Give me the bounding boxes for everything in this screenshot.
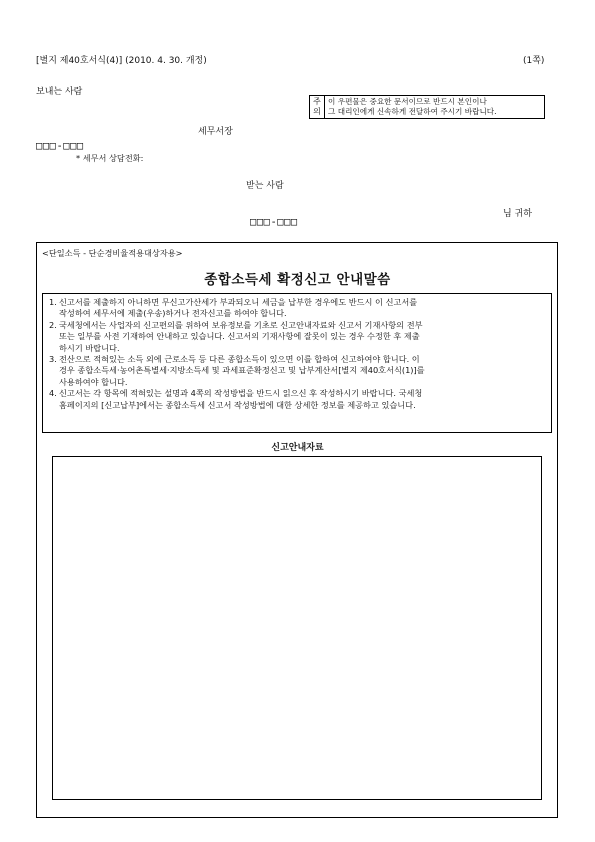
instruction-item	[49, 354, 545, 388]
instruction-line: 하시기 바랍니다.	[59, 342, 120, 353]
instruction-line: 신고서를 제출하지 아니하면 무신고가산세가 부과되오니 세금을 납부한 경우에도 반드시 이 신고서를	[59, 297, 418, 307]
data-section-title: 신고안내자료	[271, 443, 324, 453]
instruction-number: 1.	[49, 297, 57, 307]
instruction-line: 국세청에서는 사업자의 신고편의를 위하여 보유정보를 기초로 신고안내자료와 신고서 기재사항의 전부	[59, 319, 423, 330]
instruction-item	[49, 297, 545, 320]
notice-label	[310, 96, 325, 118]
consultation-phone-label: * 세무서 상담전화:	[76, 153, 144, 163]
instruction-item	[49, 320, 545, 354]
sender-label: 보내는 사람	[36, 87, 83, 97]
instruction-number: 4.	[49, 388, 57, 399]
form-reference: [별지 제40호서식(4)] (2010. 4. 30. 개정)	[36, 56, 207, 66]
instruction-number: 3.	[49, 354, 57, 365]
sender-postal-code: □□□-□□□	[36, 140, 84, 152]
instruction-line: 신고서는 각 항목에 적혀있는 설명과 4쪽의 작성방법을 반드시 읽으신 후 작성하시기 바랍니다. 국세청	[59, 388, 423, 399]
instructions-box	[42, 293, 552, 433]
notice-label-char-2: 의	[313, 107, 321, 116]
tax-office-title: 세무서장	[198, 127, 233, 137]
instruction-line: 사용하여야 합니다.	[59, 376, 128, 387]
notice-box	[309, 95, 545, 119]
document-category: <단일소득 - 단순경비율적용대상자용>	[42, 248, 183, 258]
notice-line-1: 이 우편물은 중요한 문서이므로 반드시 본인이나	[328, 97, 487, 106]
notice-text	[325, 96, 544, 118]
data-section-box	[52, 456, 542, 800]
notice-label-char-1: 주	[313, 97, 321, 106]
page-number: (1쪽)	[523, 56, 545, 66]
instruction-line: 전산으로 적혀있는 소득 외에 근로소득 등 다른 종합소득이 있으면 이를 합하여 신고하여야 합니다. 이	[59, 354, 420, 365]
instruction-item	[49, 388, 545, 411]
document-title: 종합소득세 확정신고 안내말씀	[204, 272, 391, 288]
recipient-honorific: 님 귀하	[503, 209, 532, 219]
recipient-label: 받는 사람	[246, 181, 284, 191]
recipient-postal-code: □□□-□□□	[250, 216, 298, 228]
instruction-line: 경우 종합소득세·농어촌특별세·지방소득세 및 과세표준확정신고 및 납부계산서[별지 제40호서식(1)]를	[59, 365, 425, 376]
instruction-line: 홈페이지의 [신고납부]에서는 종합소득세 신고서 작성방법에 대한 상세한 정보를 제공하고 있습니다.	[59, 399, 416, 410]
instruction-line: 또는 일부를 사전 기재하여 안내하고 있습니다. 신고서의 기재사항에 잘못이 있는 경우 수정한 후 제출	[59, 331, 420, 342]
instruction-number: 2.	[49, 319, 57, 330]
instruction-line: 작성하여 세무서에 제출(우송)하거나 전자신고를 하여야 합니다.	[59, 308, 287, 319]
notice-line-2: 그 대리인에게 신속하게 전달하여 주시기 바랍니다.	[328, 107, 497, 116]
